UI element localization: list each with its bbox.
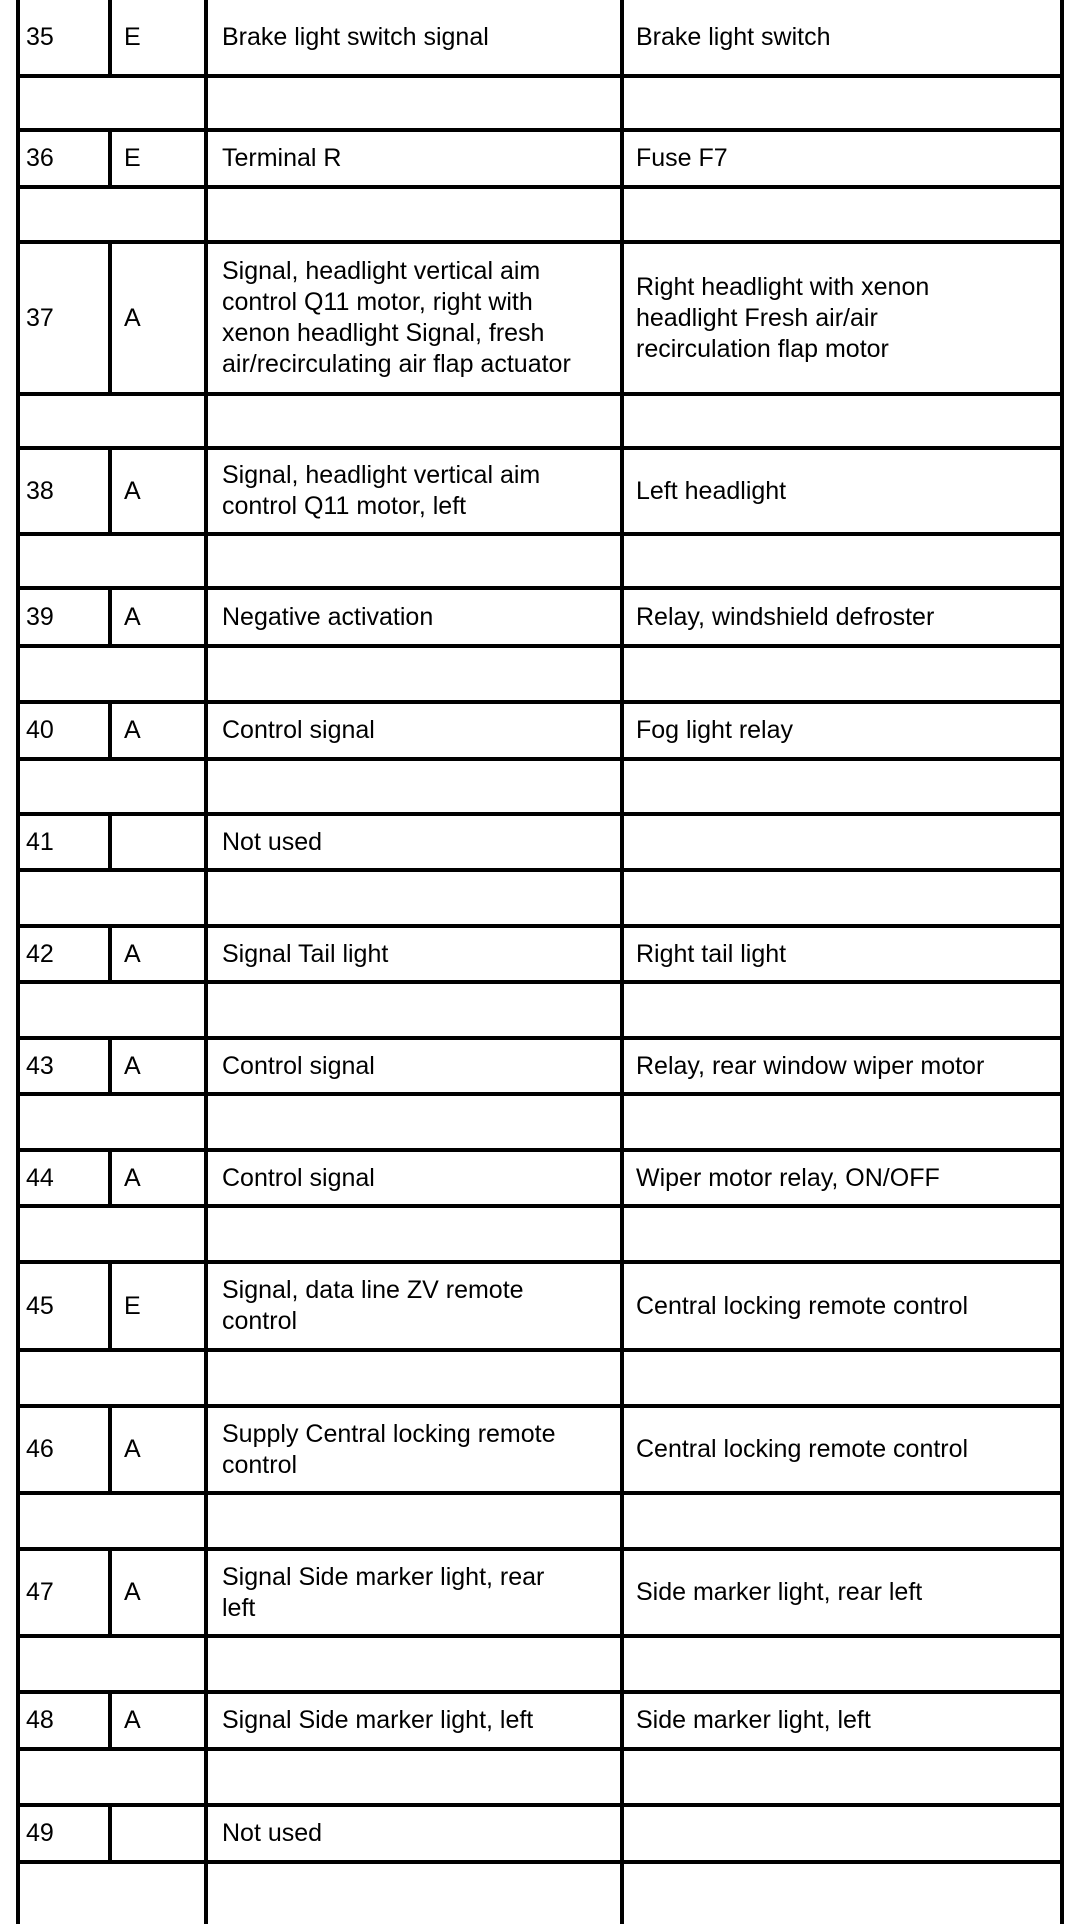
column-divider bbox=[620, 1638, 624, 1690]
pin-number: 40 bbox=[26, 716, 54, 744]
signal-direction: E bbox=[124, 144, 141, 172]
column-divider bbox=[16, 132, 20, 185]
table-row bbox=[0, 244, 1088, 392]
column-divider bbox=[204, 1751, 208, 1803]
pin-number: 35 bbox=[26, 22, 54, 51]
column-divider bbox=[204, 984, 208, 1036]
column-divider bbox=[204, 396, 208, 446]
connected-component: Side marker light, left bbox=[636, 1706, 871, 1734]
pin-number: 48 bbox=[26, 1706, 54, 1734]
column-divider bbox=[16, 0, 20, 74]
column-divider bbox=[1060, 189, 1064, 240]
connected-component: Central locking remote control bbox=[636, 1291, 969, 1320]
column-divider bbox=[1060, 1096, 1064, 1148]
column-divider bbox=[1060, 1040, 1064, 1092]
column-divider bbox=[1060, 132, 1064, 185]
column-divider bbox=[16, 1495, 20, 1547]
spacer-row bbox=[0, 1096, 1088, 1148]
pin-number: 47 bbox=[26, 1578, 54, 1606]
column-divider bbox=[108, 1551, 112, 1634]
column-divider bbox=[1060, 984, 1064, 1036]
column-divider bbox=[16, 1352, 20, 1404]
table-row bbox=[0, 590, 1088, 644]
column-divider bbox=[204, 1807, 208, 1860]
column-divider bbox=[620, 872, 624, 924]
column-divider bbox=[108, 928, 112, 980]
pin-number: 46 bbox=[26, 1435, 54, 1463]
table-row bbox=[0, 0, 1088, 74]
column-divider bbox=[1060, 590, 1064, 644]
pin-number: 36 bbox=[26, 144, 54, 172]
pin-number: 38 bbox=[26, 476, 54, 505]
column-divider bbox=[108, 704, 112, 757]
column-divider bbox=[108, 1040, 112, 1092]
column-divider bbox=[1060, 1864, 1064, 1924]
connected-component: Right headlight with xenon headlight Fresh air/air recirculation flap motor bbox=[636, 272, 930, 363]
connected-component: Relay, rear window wiper motor bbox=[636, 1051, 985, 1080]
column-divider bbox=[204, 872, 208, 924]
signal-description: Not used bbox=[222, 827, 323, 856]
pin-number: 49 bbox=[26, 1819, 54, 1847]
table-row bbox=[0, 1408, 1088, 1491]
connected-component: Fog light relay bbox=[636, 716, 794, 744]
column-divider bbox=[620, 761, 624, 812]
column-divider bbox=[204, 1864, 208, 1924]
pin-number: 44 bbox=[26, 1163, 54, 1192]
column-divider bbox=[16, 1694, 20, 1747]
column-divider bbox=[16, 1864, 20, 1924]
column-divider bbox=[108, 132, 112, 185]
table-row bbox=[0, 816, 1088, 868]
spacer-row bbox=[0, 872, 1088, 924]
column-divider bbox=[204, 648, 208, 700]
column-divider bbox=[204, 590, 208, 644]
column-divider bbox=[1060, 1638, 1064, 1690]
signal-direction: A bbox=[124, 939, 141, 968]
column-divider bbox=[108, 0, 112, 74]
pin-number: 42 bbox=[26, 939, 54, 968]
column-divider bbox=[16, 648, 20, 700]
signal-description: Signal Tail light bbox=[222, 939, 389, 968]
column-divider bbox=[16, 761, 20, 812]
column-divider bbox=[204, 1152, 208, 1204]
table-row bbox=[0, 1040, 1088, 1092]
connected-component bbox=[636, 1807, 1060, 1860]
column-divider bbox=[1060, 1264, 1064, 1348]
column-divider bbox=[108, 1408, 112, 1491]
signal-direction: A bbox=[124, 1706, 141, 1734]
column-divider bbox=[204, 132, 208, 185]
column-divider bbox=[204, 450, 208, 532]
column-divider bbox=[204, 704, 208, 757]
signal-direction: A bbox=[124, 716, 141, 744]
signal-direction: A bbox=[124, 476, 141, 505]
column-divider bbox=[16, 1152, 20, 1204]
spacer-row bbox=[0, 1352, 1088, 1404]
column-divider bbox=[16, 1807, 20, 1860]
column-divider bbox=[16, 1408, 20, 1491]
signal-direction bbox=[124, 816, 204, 868]
column-divider bbox=[16, 984, 20, 1036]
column-divider bbox=[108, 1694, 112, 1747]
spacer-row bbox=[0, 1751, 1088, 1803]
connected-component: Left headlight bbox=[636, 476, 787, 505]
column-divider bbox=[204, 816, 208, 868]
signal-direction: A bbox=[124, 1578, 141, 1606]
column-divider bbox=[204, 1551, 208, 1634]
signal-direction: E bbox=[124, 1291, 141, 1320]
signal-description: Terminal R bbox=[222, 144, 342, 172]
column-divider bbox=[1060, 872, 1064, 924]
column-divider bbox=[108, 1152, 112, 1204]
column-divider bbox=[620, 1352, 624, 1404]
signal-description: Signal, headlight vertical aim control Q11 motor, right with xenon headlight Signal, fresh air/recirculating air flap actuator bbox=[222, 257, 571, 378]
pin-number: 37 bbox=[26, 303, 54, 332]
column-divider bbox=[204, 1408, 208, 1491]
connected-component: Right tail light bbox=[636, 939, 787, 968]
column-divider bbox=[1060, 1408, 1064, 1491]
signal-direction: A bbox=[124, 303, 141, 332]
column-divider bbox=[16, 928, 20, 980]
column-divider bbox=[16, 872, 20, 924]
table-row bbox=[0, 1551, 1088, 1634]
column-divider bbox=[620, 1096, 624, 1148]
column-divider bbox=[1060, 1352, 1064, 1404]
signal-description: Signal Side marker light, left bbox=[222, 1706, 534, 1734]
table-row bbox=[0, 928, 1088, 980]
column-divider bbox=[620, 1495, 624, 1547]
table-row bbox=[0, 1264, 1088, 1348]
column-divider bbox=[620, 1208, 624, 1260]
signal-description: Negative activation bbox=[222, 602, 434, 631]
table-row bbox=[0, 704, 1088, 757]
column-divider bbox=[1060, 1495, 1064, 1547]
column-divider bbox=[16, 536, 20, 586]
column-divider bbox=[1060, 761, 1064, 812]
spacer-row bbox=[0, 984, 1088, 1036]
signal-direction: A bbox=[124, 602, 141, 631]
column-divider bbox=[204, 1096, 208, 1148]
column-divider bbox=[108, 816, 112, 868]
column-divider bbox=[204, 244, 208, 392]
column-divider bbox=[16, 1264, 20, 1348]
column-divider bbox=[1060, 78, 1064, 128]
column-divider bbox=[204, 0, 208, 74]
table-row bbox=[0, 1807, 1088, 1860]
column-divider bbox=[1060, 396, 1064, 446]
column-divider bbox=[16, 189, 20, 240]
spacer-row bbox=[0, 1495, 1088, 1547]
connected-component: Brake light switch bbox=[636, 22, 831, 51]
column-divider bbox=[1060, 244, 1064, 392]
signal-direction: A bbox=[124, 1163, 141, 1192]
column-divider bbox=[1060, 704, 1064, 757]
pin-number: 43 bbox=[26, 1051, 54, 1080]
signal-direction: A bbox=[124, 1051, 141, 1080]
spacer-row bbox=[0, 1864, 1088, 1924]
column-divider bbox=[204, 1495, 208, 1547]
spacer-row bbox=[0, 189, 1088, 240]
column-divider bbox=[620, 1864, 624, 1924]
column-divider bbox=[16, 1096, 20, 1148]
column-divider bbox=[204, 1040, 208, 1092]
signal-description: Control signal bbox=[222, 1051, 375, 1080]
table-row bbox=[0, 1694, 1088, 1747]
connected-component: Central locking remote control bbox=[636, 1435, 969, 1463]
pin-number: 39 bbox=[26, 602, 54, 631]
column-divider bbox=[620, 984, 624, 1036]
signal-description: Control signal bbox=[222, 716, 375, 744]
column-divider bbox=[204, 1694, 208, 1747]
connected-component: Wiper motor relay, ON/OFF bbox=[636, 1163, 940, 1192]
column-divider bbox=[1060, 648, 1064, 700]
spacer-row bbox=[0, 761, 1088, 812]
column-divider bbox=[1060, 928, 1064, 980]
column-divider bbox=[620, 396, 624, 446]
signal-direction: A bbox=[124, 1435, 141, 1463]
column-divider bbox=[16, 244, 20, 392]
column-divider bbox=[620, 1751, 624, 1803]
table-row bbox=[0, 450, 1088, 532]
signal-description: Control signal bbox=[222, 1163, 375, 1192]
signal-direction: E bbox=[124, 22, 141, 51]
column-divider bbox=[16, 590, 20, 644]
column-divider bbox=[1060, 816, 1064, 868]
column-divider bbox=[16, 1208, 20, 1260]
column-divider bbox=[1060, 1551, 1064, 1634]
spacer-row bbox=[0, 1638, 1088, 1690]
spacer-row bbox=[0, 78, 1088, 128]
column-divider bbox=[108, 244, 112, 392]
connected-component: Side marker light, rear left bbox=[636, 1578, 923, 1606]
signal-description: Signal, data line ZV remote control bbox=[222, 1276, 524, 1335]
column-divider bbox=[16, 450, 20, 532]
spacer-row bbox=[0, 648, 1088, 700]
column-divider bbox=[204, 761, 208, 812]
signal-description: Signal, headlight vertical aim control Q11 motor, left bbox=[222, 461, 541, 520]
column-divider bbox=[16, 1040, 20, 1092]
column-divider bbox=[1060, 536, 1064, 586]
column-divider bbox=[620, 189, 624, 240]
connected-component: Fuse F7 bbox=[636, 144, 728, 172]
signal-description: Not used bbox=[222, 1819, 323, 1847]
column-divider bbox=[1060, 1208, 1064, 1260]
connected-component bbox=[636, 816, 1060, 868]
column-divider bbox=[108, 1807, 112, 1860]
signal-description: Brake light switch signal bbox=[222, 22, 489, 51]
column-divider bbox=[16, 396, 20, 446]
column-divider bbox=[620, 648, 624, 700]
column-divider bbox=[620, 78, 624, 128]
column-divider bbox=[204, 536, 208, 586]
column-divider bbox=[108, 590, 112, 644]
connected-component: Relay, windshield defroster bbox=[636, 602, 935, 631]
column-divider bbox=[204, 78, 208, 128]
signal-description: Supply Central locking remote control bbox=[222, 1419, 556, 1479]
column-divider bbox=[204, 189, 208, 240]
column-divider bbox=[108, 1264, 112, 1348]
column-divider bbox=[1060, 1694, 1064, 1747]
spacer-row bbox=[0, 1208, 1088, 1260]
column-divider bbox=[204, 1208, 208, 1260]
column-divider bbox=[1060, 1152, 1064, 1204]
column-divider bbox=[1060, 450, 1064, 532]
pin-number: 45 bbox=[26, 1291, 54, 1320]
column-divider bbox=[204, 1638, 208, 1690]
table-row bbox=[0, 1152, 1088, 1204]
spacer-row bbox=[0, 396, 1088, 446]
column-divider bbox=[1060, 0, 1064, 74]
column-divider bbox=[620, 536, 624, 586]
column-divider bbox=[16, 1551, 20, 1634]
signal-direction bbox=[124, 1807, 204, 1860]
signal-description: Signal Side marker light, rear left bbox=[222, 1562, 545, 1622]
column-divider bbox=[16, 78, 20, 128]
pin-number: 41 bbox=[26, 827, 54, 856]
column-divider bbox=[16, 1638, 20, 1690]
table-row bbox=[0, 132, 1088, 185]
column-divider bbox=[1060, 1751, 1064, 1803]
column-divider bbox=[204, 928, 208, 980]
column-divider bbox=[16, 704, 20, 757]
column-divider bbox=[204, 1352, 208, 1404]
column-divider bbox=[204, 1264, 208, 1348]
column-divider bbox=[16, 1751, 20, 1803]
column-divider bbox=[16, 816, 20, 868]
column-divider bbox=[108, 450, 112, 532]
spacer-row bbox=[0, 536, 1088, 586]
column-divider bbox=[1060, 1807, 1064, 1860]
